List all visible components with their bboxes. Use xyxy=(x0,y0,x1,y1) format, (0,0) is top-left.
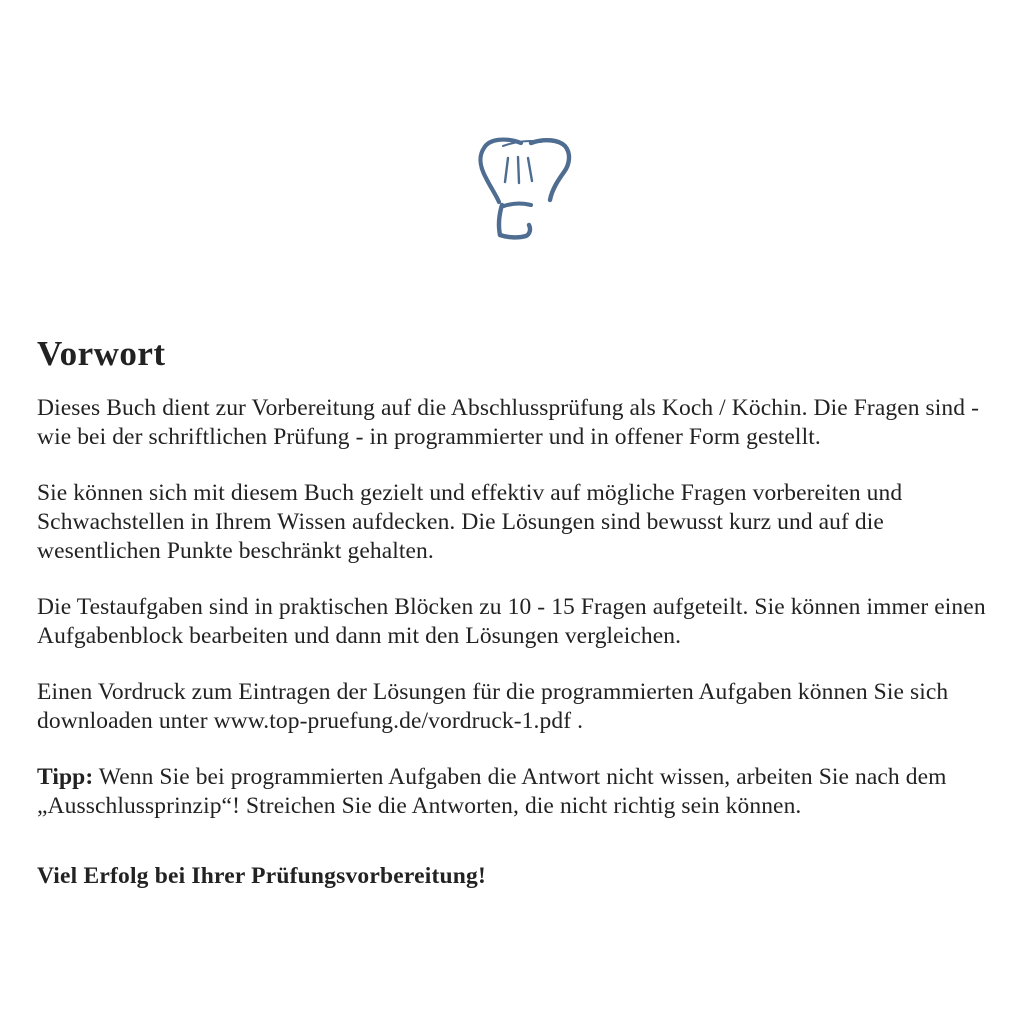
paragraph-download: Einen Vordruck zum Eintragen der Lösungen für die programmierten Aufgaben können Sie sich downloaden unter www.top-pruefung.de/vordruck-1.pdf . xyxy=(37,679,949,734)
paragraph-benefits: Sie können sich mit diesem Buch gezielt und effektiv auf mögliche Fragen vorbereiten und Schwachstellen in Ihrem Wissen aufdecken. Die Lösungen sind bewusst kurz und auf die wesentlichen Punkte beschränkt gehalten. xyxy=(37,480,903,564)
page-title: Vorwort xyxy=(37,334,166,373)
paragraph-blocks: Die Testaufgaben sind in praktischen Blöcken zu 10 - 15 Fragen aufgeteilt. Sie können immer einen Aufgabenblock bearbeiten und dann mit den Lösungen vergleichen. xyxy=(37,594,986,649)
tip-text: Wenn Sie bei programmierten Aufgaben die Antwort nicht wissen, arbeiten Sie nach dem „Ausschlussprinzip“! Streichen Sie die Antworten, die nicht richtig sein können. xyxy=(37,764,947,819)
closing-line: Viel Erfolg bei Ihrer Prüfungsvorbereitung! xyxy=(37,863,486,889)
paragraph-tip xyxy=(37,763,987,821)
chef-hat-icon xyxy=(465,128,585,260)
tip-label: Tipp: xyxy=(37,764,94,790)
preface-content xyxy=(37,334,987,891)
paragraph-intro: Dieses Buch dient zur Vorbereitung auf die Abschlussprüfung als Koch / Köchin. Die Fragen sind - wie bei der schriftlichen Prüfung - in programmierter und in offener Form gestellt. xyxy=(37,395,980,450)
